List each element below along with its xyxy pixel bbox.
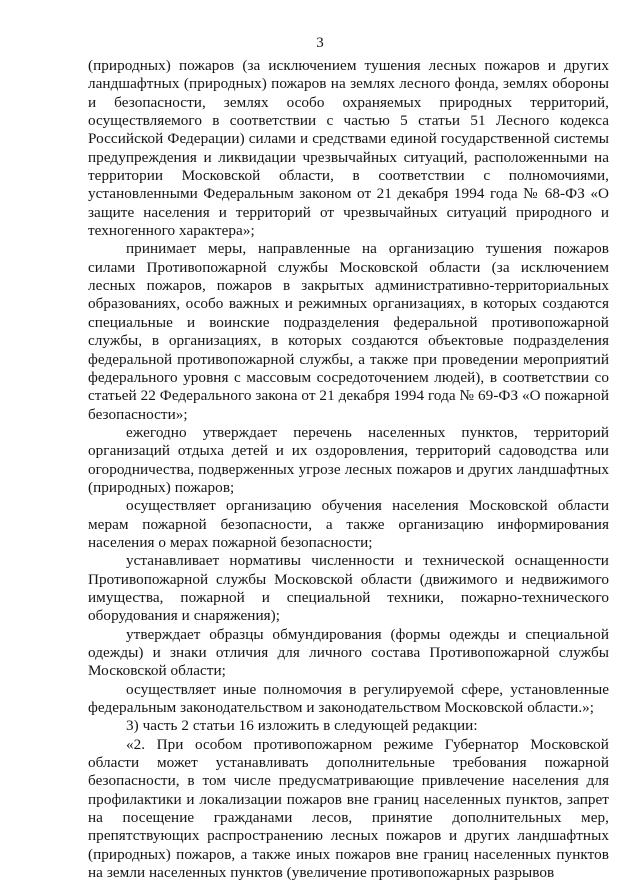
page-number: 3: [316, 35, 324, 51]
paragraph-staffing-standards: устанавливает нормативы численности и технической оснащенности Противопожарной службы Московской области (движимого и недвижимого имущества, пожарной и специальной техники, пожарно-технического оборудования и снаряжения);: [88, 552, 609, 625]
paragraph-special-fire-regime: «2. При особом противопожарном режиме Губернатор Московской области может устанавливать дополнительные требования пожарной безопасности, в том числе предусматривающие привлечение населения для профилактики и локализации пожаров вне границ населенных пунктов, запрет на посещение гражданами лесов, принятие дополнительных мер, препятствующих распространению лесных пожаров и других ландшафтных (природных) пожаров, а также иных пожаров вне границ населенных пунктов на земли населенных пунктов (увеличение противопожарных разрывов: [88, 735, 609, 882]
paragraph-uniform-samples: утверждает образцы обмундирования (формы одежды и специальной одежды) и знаки отличия для личного состава Противопожарной службы Московской области;: [88, 625, 609, 680]
paragraph-amendment-article-16: 3) часть 2 статьи 16 изложить в следующей редакции:: [126, 717, 478, 735]
paragraph-fire-suppression-measures: принимает меры, направленные на организацию тушения пожаров силами Противопожарной службы Московской области (за исключением лесных пожаров, пожаров в закрытых административно-территориальных образованиях, особо важных и режимных организациях, в которых создаются специальные и воинские подразделения федеральной противопожарной службы, в организациях, в которых создаются объектовые подразделения федеральной противопожарной службы, а также при проведении мероприятий федерального уровня с массовым сосредоточением людей), в соответствии со статьей 22 Федерального закона от 21 декабря 1994 года № 69-ФЗ «О пожарной безопасности»;: [88, 240, 609, 423]
paragraph-settlement-list: ежегодно утверждает перечень населенных пунктов, территорий организаций отдыха детей и их оздоровления, территорий садоводства или огородничества, подверженных угрозе лесных пожаров и других ландшафтных (природных) пожаров;: [88, 423, 609, 496]
paragraph-other-powers: осуществляет иные полномочия в регулируемой сфере, установленные федеральным законодательством и законодательством Московской области.»;: [88, 680, 609, 717]
paragraph-population-training: осуществляет организацию обучения населения Московской области мерам пожарной безопасности, а также организацию информирования населения о мерах пожарной безопасности;: [88, 497, 609, 551]
document-body: [88, 57, 609, 882]
paragraph-continuation: (природных) пожаров (за исключением тушения лесных пожаров и других ландшафтных (природных) пожаров на землях лесного фонда, землях обороны и безопасности, землях особо охраняемых природных территорий, осуществляемого в соответствии с частью 5 статьи 51 Лесного кодекса Российской Федерации) силами и средствами единой государственной системы предупреждения и ликвидации чрезвычайных ситуаций, расположенными на территории Московской области, в соответствии с полномочиями, установленными Федеральным законом от 21 декабря 1994 года № 68-ФЗ «О защите населения и территорий от чрезвычайных ситуаций природного и техногенного характера»;: [88, 57, 609, 240]
